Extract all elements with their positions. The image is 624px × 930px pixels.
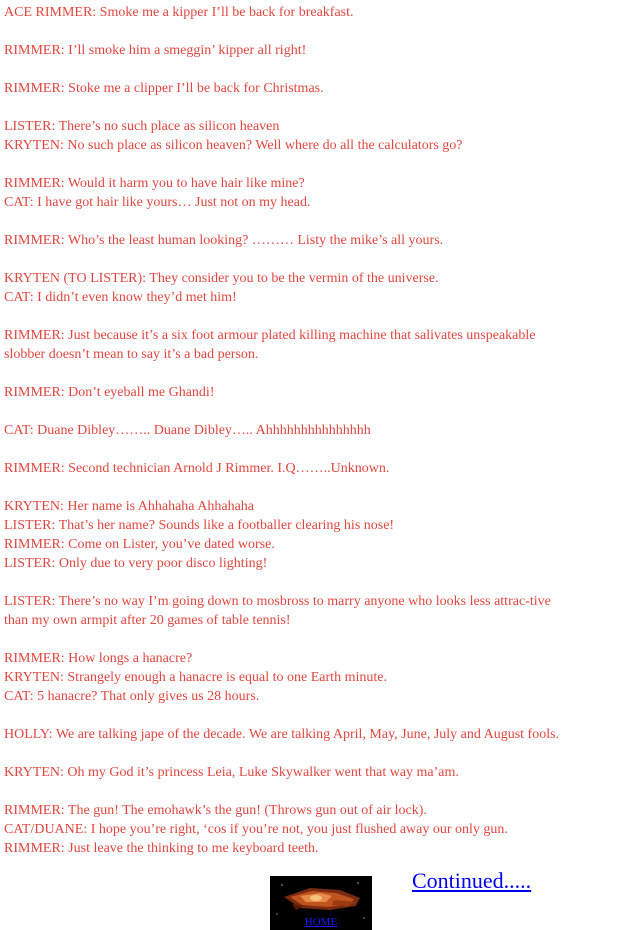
quote-line: RIMMER: Second technician Arnold J Rimmer. I.Q……..Unknown. (4, 461, 390, 476)
quote-gap (4, 250, 574, 269)
quote-group (4, 41, 574, 60)
quote-group (4, 801, 574, 858)
quote-gap (4, 22, 574, 41)
quote-line: RIMMER: I’ll smoke him a smeggin’ kipper all right! (4, 43, 307, 58)
continued-link[interactable]: Continued..... (412, 868, 532, 893)
quote-gap (4, 307, 574, 326)
quote-gap (4, 440, 574, 459)
quote-line: CAT/DUANE: I hope you’re right, ‘cos if you’re not, you just flushed away our only gun. (4, 822, 508, 837)
quote-line: CAT: I didn’t even know they’d met him! (4, 290, 237, 305)
quote-group (4, 725, 574, 744)
home-link-label[interactable]: HOME (304, 916, 338, 928)
quote-gap (4, 155, 574, 174)
quote-gap (4, 706, 574, 725)
quote-line: RIMMER: Who’s the least human looking? ……… Listy the mike’s all yours. (4, 233, 444, 248)
quote-line: KRYTEN: Her name is Ahhahaha Ahhahaha (4, 499, 254, 514)
quote-line: LISTER: There’s no such place as silicon heaven (4, 119, 280, 134)
quote-gap (4, 212, 574, 231)
quote-line: RIMMER: Stoke me a clipper I’ll be back for Christmas. (4, 81, 324, 96)
quote-gap (4, 573, 574, 592)
quote-group (4, 79, 574, 98)
quote-line: RIMMER: Just because it’s a six foot armour plated killing machine that salivates unspeakable slobber doesn’t mean to say it’s a bad person. (4, 328, 536, 362)
quote-line: KRYTEN: Strangely enough a hanacre is equal to one Earth minute. (4, 670, 387, 685)
quote-gap (4, 60, 574, 79)
quote-group (4, 649, 574, 706)
quote-line: RIMMER: Don’t eyeball me Ghandi! (4, 385, 215, 400)
quote-gap (4, 402, 574, 421)
quote-line: RIMMER: Would it harm you to have hair like mine? (4, 176, 305, 191)
quote-group (4, 231, 574, 250)
quote-group (4, 3, 574, 22)
quote-line: KRYTEN (TO LISTER): They consider you to be the vermin of the universe. (4, 271, 439, 286)
quote-line: HOLLY: We are talking jape of the decade. We are talking April, May, June, July and August fools. (4, 727, 560, 742)
quote-line: RIMMER: The gun! The emohawk’s the gun! (Throws gun out of air lock). (4, 803, 427, 818)
quotes-list (4, 3, 574, 858)
quote-group (4, 326, 574, 364)
quote-group (4, 497, 574, 573)
quote-group (4, 459, 574, 478)
quote-line: KRYTEN: No such place as silicon heaven? Well where do all the calculators go? (4, 138, 463, 153)
quote-line: RIMMER: How longs a hanacre? (4, 651, 193, 666)
quote-group (4, 592, 574, 630)
quote-gap (4, 744, 574, 763)
quote-gap (4, 98, 574, 117)
quote-gap (4, 478, 574, 497)
quote-line: RIMMER: Just leave the thinking to me keyboard teeth. (4, 841, 319, 856)
quote-line: ACE RIMMER: Smoke me a kipper I’ll be back for breakfast. (4, 5, 354, 20)
quote-line: LISTER: That’s her name? Sounds like a footballer clearing his nose! (4, 518, 395, 533)
quote-group (4, 117, 574, 155)
quote-line: LISTER: There’s no way I’m going down to mosbross to marry anyone who looks less attrac-tive than my own armpit after 20 games of table tennis! (4, 594, 551, 628)
quote-gap (4, 364, 574, 383)
quote-line: RIMMER: Come on Lister, you’ve dated worse. (4, 537, 275, 552)
quote-group (4, 421, 574, 440)
quote-group (4, 763, 574, 782)
quote-line: CAT: I have got hair like yours… Just not on my head. (4, 195, 311, 210)
quote-group (4, 383, 574, 402)
quote-gap (4, 630, 574, 649)
quote-group (4, 174, 574, 212)
home-image-link[interactable] (270, 876, 372, 930)
quote-line: CAT: 5 hanacre? That only gives us 28 hours. (4, 689, 260, 704)
quote-gap (4, 782, 574, 801)
quote-group (4, 269, 574, 307)
quote-line: CAT: Duane Dibley…….. Duane Dibley….. Ahhhhhhhhhhhhhhh (4, 423, 371, 438)
quote-line: KRYTEN: Oh my God it’s princess Leia, Luke Skywalker went that way ma’am. (4, 765, 459, 780)
quote-line: LISTER: Only due to very poor disco lighting! (4, 556, 268, 571)
